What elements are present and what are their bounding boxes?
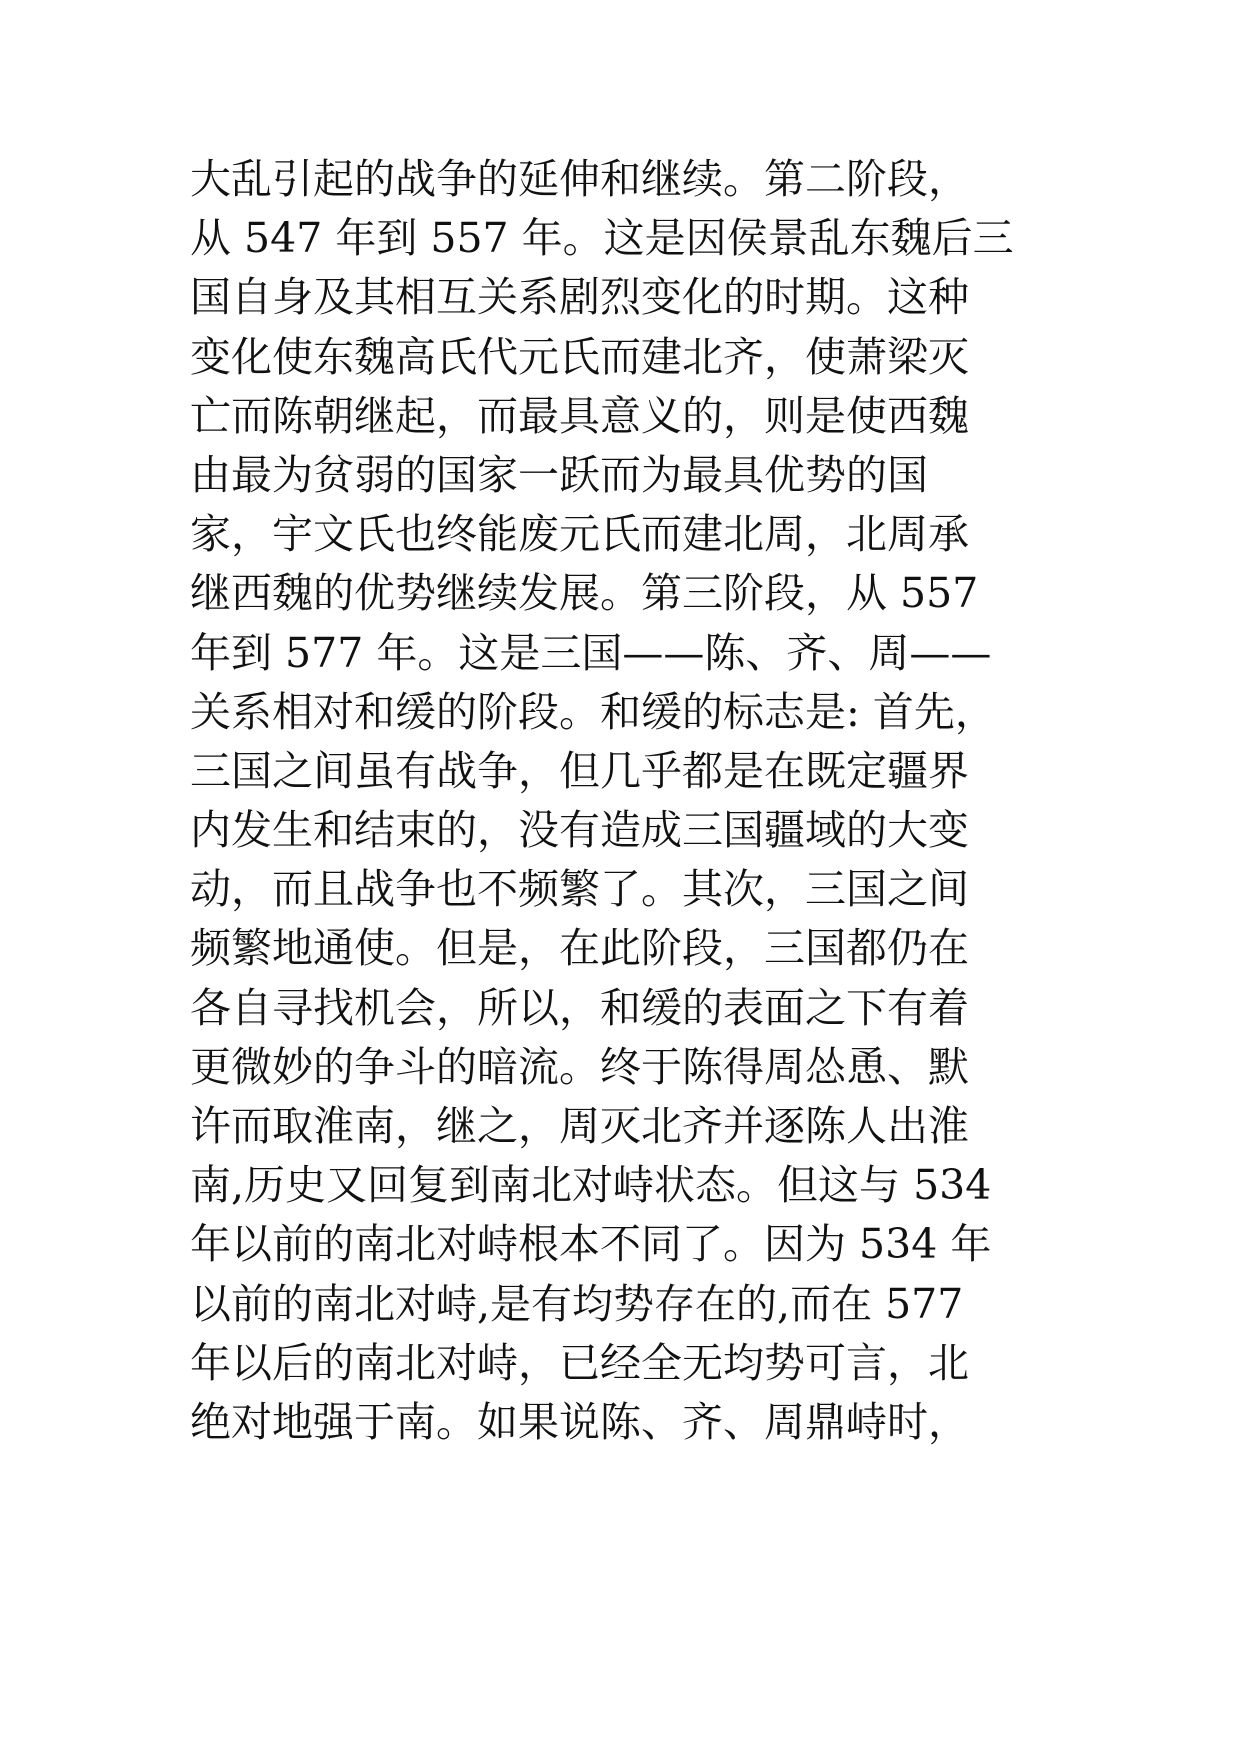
text-line: 继西魏的优势继续发展。第三阶段，从 557: [190, 569, 979, 618]
text-line: 动，而且战争也不频繁了。其次，三国之间: [190, 865, 969, 914]
text-line: 大乱引起的战争的延伸和继续。第二阶段，: [190, 155, 969, 203]
text-line: 更微妙的争斗的暗流。终于陈得周怂恿、默: [190, 1042, 969, 1091]
text-line: 关系相对和缓的阶段。和缓的标志是: 首先，: [190, 687, 996, 736]
text-line: 许而取淮南，继之，周灭北齐并逐陈人出淮: [190, 1102, 969, 1150]
text-line: 从 547 年到 557 年。这是因侯景乱东魏后三: [190, 214, 1014, 263]
text-line: 内发生和结束的，没有造成三国疆域的大变: [190, 806, 969, 855]
text-line: 家，宇文氏也终能废元氏而建北周，北周承: [190, 510, 969, 559]
text-line: 年以后的南北对峙，已经全无均势可言，北: [190, 1338, 969, 1387]
text-line: 国自身及其相互关系剧烈变化的时期。这种: [190, 273, 969, 322]
text-line: 年以前的南北对峙根本不同了。因为 534 年: [190, 1220, 992, 1269]
text-line: 亡而陈朝继起，而最具意义的，则是使西魏: [190, 391, 969, 440]
text-line: 频繁地通使。但是，在此阶段，三国都仍在: [190, 924, 969, 973]
text-line: 三国之间虽有战争，但几乎都是在既定疆界: [190, 746, 969, 795]
text-line: 年到 577 年。这是三国——陈、齐、周——: [190, 628, 992, 677]
body-text: [190, 150, 1070, 1452]
text-line: 南,历史又回复到南北对峙状态。但这与 534: [190, 1161, 992, 1210]
text-line: 由最为贫弱的国家一跃而为最具优势的国: [190, 450, 928, 499]
text-line: 绝对地强于南。如果说陈、齐、周鼎峙时，: [190, 1397, 969, 1446]
text-line: 各自寻找机会，所以，和缓的表面之下有着: [190, 983, 969, 1032]
text-line: 变化使东魏高氏代元氏而建北齐，使萧梁灭: [190, 332, 969, 381]
text-line: 以前的南北对峙,是有均势存在的,而在 577: [190, 1279, 964, 1328]
